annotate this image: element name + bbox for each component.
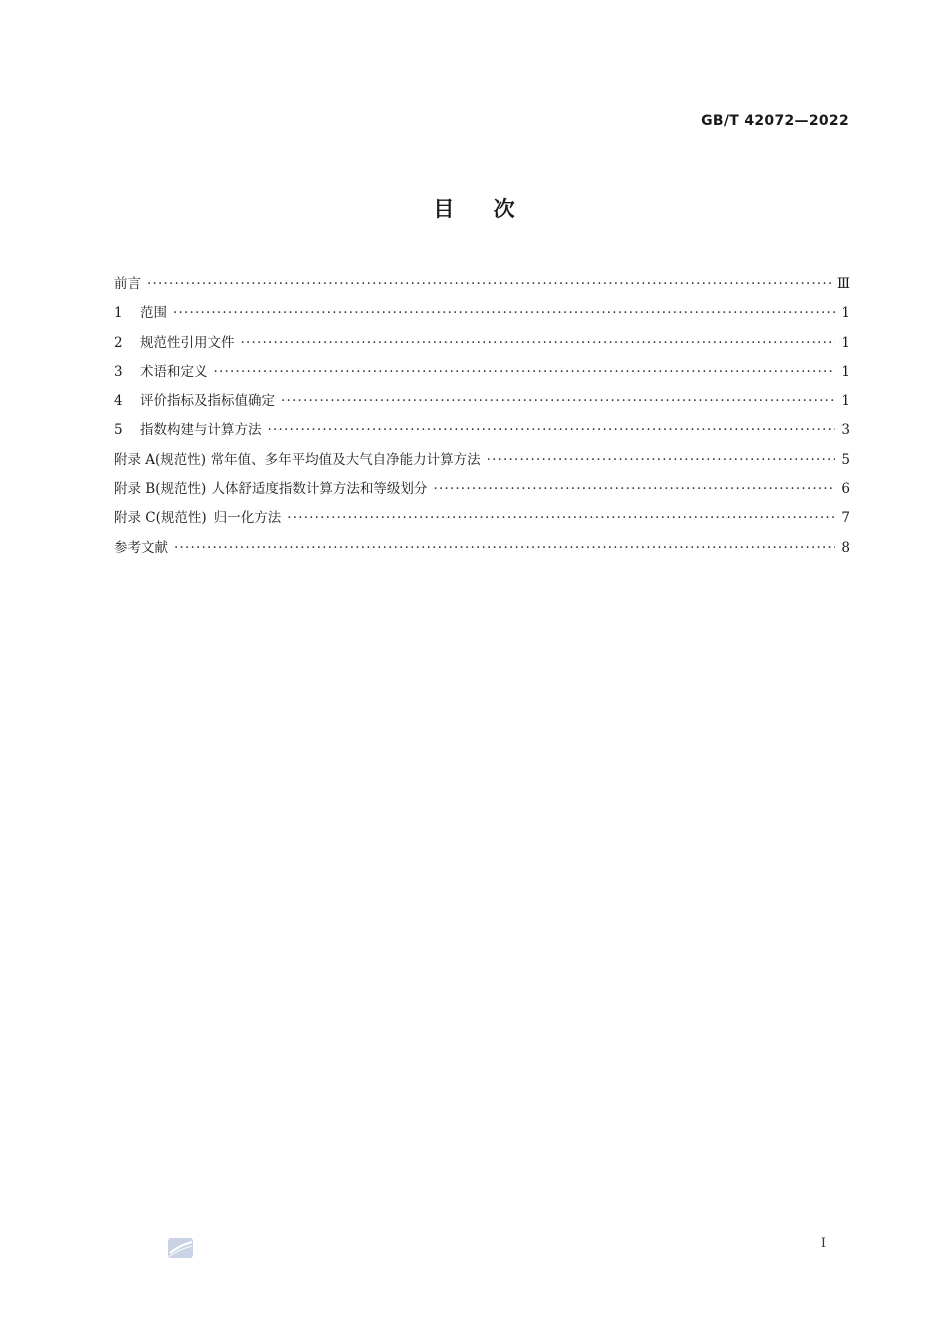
toc-entry-number: 4 — [114, 393, 123, 410]
toc-entry-page: 1 — [841, 363, 850, 380]
toc-entry-page: 8 — [841, 539, 850, 556]
toc-entry-label: 评价指标及指标值确定 — [140, 393, 275, 410]
toc-entry-label: 前言 — [114, 276, 141, 292]
toc-entry-label: 指数构建与计算方法 — [140, 422, 262, 439]
toc-entry-annex-c[interactable] — [114, 504, 850, 533]
toc-entry-number: 2 — [114, 334, 123, 351]
page-title: 目 次 — [433, 197, 517, 221]
toc-leader — [214, 358, 836, 387]
toc-entry-page: 1 — [841, 305, 850, 322]
toc-entry-scope[interactable] — [114, 299, 850, 328]
toc-entry-number: 5 — [114, 422, 123, 439]
toc-entry-page: 5 — [841, 451, 850, 468]
toc-entry-label: 附录 C(规范性) — [114, 510, 207, 527]
toc-entry-page: 7 — [841, 510, 850, 527]
toc-leader — [433, 475, 835, 504]
toc-entry-page: 6 — [841, 481, 850, 498]
toc-entry-bibliography[interactable] — [114, 534, 850, 563]
toc-entry-evaluation-indicators[interactable] — [114, 387, 850, 416]
sac-logo-icon — [167, 1236, 194, 1260]
toc-leader — [268, 416, 836, 445]
toc-leader — [281, 387, 835, 416]
toc-entry-page: 1 — [841, 334, 850, 351]
toc-leader — [241, 329, 836, 358]
toc-entry-label: 附录 B(规范性) — [114, 481, 207, 498]
page-number: I — [820, 1236, 826, 1251]
toc-entry-label: 附录 A(规范性) — [114, 451, 207, 468]
toc-entry-normative-references[interactable] — [114, 329, 850, 358]
toc-entry-page: 3 — [841, 422, 850, 439]
toc-entry-sublabel: 常年值、多年平均值及大气自净能力计算方法 — [210, 451, 481, 468]
toc-entry-label: 参考文献 — [114, 539, 168, 556]
toc-entry-page: 1 — [841, 393, 850, 410]
toc-leader — [487, 446, 836, 475]
toc-entry-page: Ⅲ — [836, 276, 850, 292]
toc-leader — [174, 534, 835, 563]
table-of-contents — [114, 270, 850, 563]
toc-entry-label: 术语和定义 — [140, 363, 208, 380]
toc-entry-number: 3 — [114, 363, 123, 380]
toc-entry-index-construction[interactable] — [114, 416, 850, 445]
toc-leader — [147, 270, 831, 299]
toc-entry-sublabel: 归一化方法 — [213, 510, 282, 527]
toc-entry-label: 范围 — [140, 305, 167, 322]
toc-leader — [173, 299, 835, 328]
toc-leader — [287, 504, 835, 533]
toc-entry-annex-b[interactable] — [114, 475, 850, 504]
toc-entry-annex-a[interactable] — [114, 446, 850, 475]
toc-entry-terms-definitions[interactable] — [114, 358, 850, 387]
standard-number: GB/T 42072—2022 — [701, 113, 849, 129]
toc-entry-foreword[interactable] — [114, 270, 850, 299]
toc-entry-number: 1 — [114, 305, 123, 322]
toc-entry-label: 规范性引用文件 — [140, 334, 235, 351]
toc-entry-sublabel: 人体舒适度指数计算方法和等级划分 — [211, 481, 428, 498]
